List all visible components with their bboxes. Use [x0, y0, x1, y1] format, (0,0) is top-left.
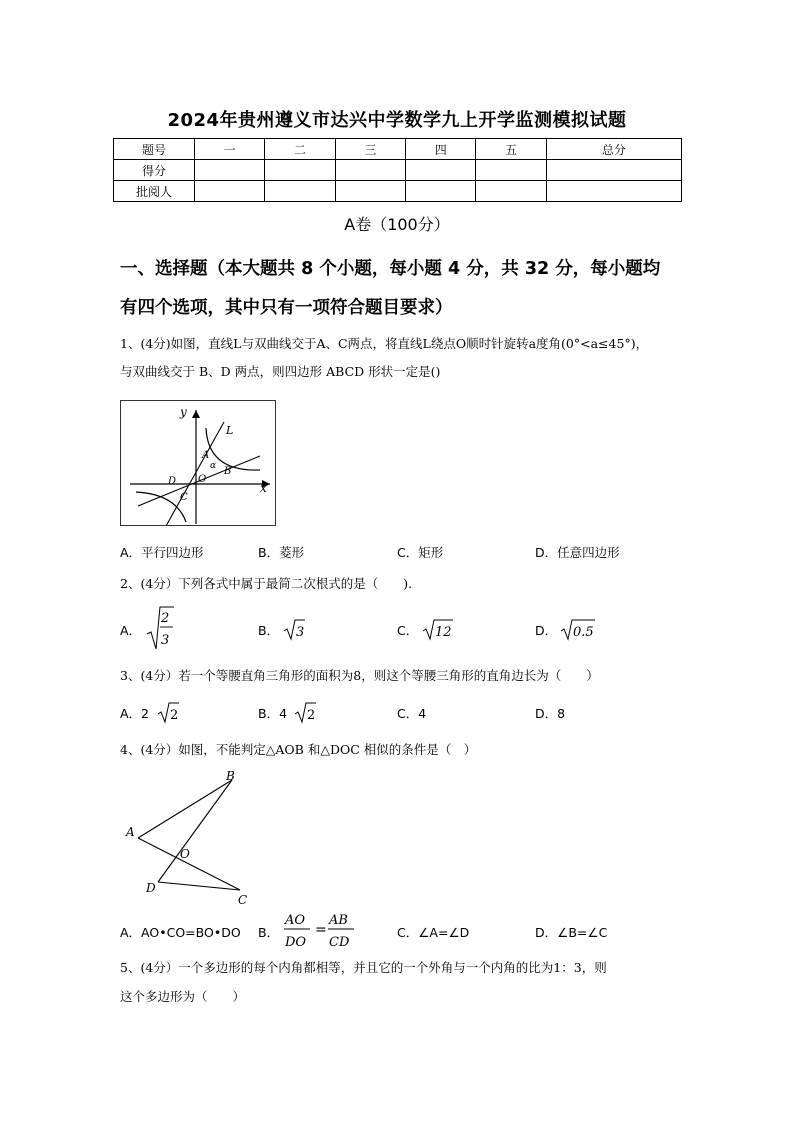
- table-cell: [265, 160, 335, 181]
- table-cell: [406, 181, 476, 202]
- section-a-heading: A卷（100分）: [344, 215, 450, 234]
- q4-text: 4、(4分）如图，不能判定△AOB 和△DOC 相似的条件是（ ）: [120, 742, 477, 757]
- table-cell: [546, 181, 681, 202]
- q4-option-a[interactable]: A．AO•CO=BO•DO: [120, 925, 241, 940]
- table-cell: 一: [195, 139, 265, 160]
- table-cell: 四: [406, 139, 476, 160]
- q5-text-line2: 这个多边形为（ ）: [120, 989, 246, 1004]
- q2-option-a[interactable]: [120, 621, 141, 639]
- q2-option-d-label: D．: [535, 623, 558, 638]
- q1-figure: [120, 400, 276, 526]
- q2-option-c-rad: 12: [435, 625, 452, 640]
- table-cell: 批阅人: [114, 181, 195, 202]
- table-cell: 五: [476, 139, 546, 160]
- q1-option-c[interactable]: C．矩形: [397, 545, 444, 560]
- q1-label-o: O: [198, 474, 207, 485]
- q1-label-y: y: [180, 405, 187, 419]
- table-row: [114, 139, 682, 160]
- q1-label-alpha: α: [210, 461, 217, 471]
- q5-text-line1: 5、(4分）一个多边形的每个内角都相等，并且它的一个外角与一个内角的比为1：3，则: [120, 960, 607, 975]
- q2-option-c-formula: [422, 617, 454, 641]
- q4-option-b-formula: [282, 908, 358, 950]
- q1-label-d: D: [168, 476, 177, 487]
- q4-label-o: O: [180, 847, 190, 861]
- q4-label-b: B: [226, 769, 235, 783]
- q4-option-b-label: B．: [258, 925, 280, 940]
- q3-option-c[interactable]: C．4: [397, 706, 427, 721]
- q2-option-d-formula: [560, 617, 596, 641]
- q1-option-a[interactable]: A．平行四边形: [120, 545, 204, 560]
- q1-label-c: C: [180, 492, 188, 503]
- q2-option-a-num: 2: [161, 611, 170, 626]
- q4-figure: [122, 766, 254, 908]
- table-cell: 二: [265, 139, 335, 160]
- section1-heading-line1: 一、选择题（本大题共 8 个小题，每小题 4 分，共 32 分，每小题均: [120, 259, 661, 279]
- q1-label-x: x: [260, 481, 267, 495]
- table-row: [114, 181, 682, 202]
- q4-label-a: A: [126, 825, 135, 839]
- table-cell: 题号: [114, 139, 195, 160]
- q2-option-a-label: A．: [120, 623, 142, 638]
- q2-option-b-rad: 3: [296, 625, 305, 640]
- q2-option-d-rad: 0.5: [573, 625, 594, 640]
- q3-option-b-rad: 2: [307, 708, 316, 723]
- table-cell: [335, 160, 405, 181]
- q1-label-a: A: [202, 450, 210, 461]
- q4-option-b-num2: AB: [329, 913, 348, 928]
- q4-option-c[interactable]: C．∠A=∠D: [397, 925, 470, 940]
- q2-option-c[interactable]: [397, 621, 418, 639]
- q3-option-b-label: B．4: [258, 706, 288, 721]
- q2-option-b[interactable]: [258, 621, 279, 639]
- q1-label-b: B: [224, 466, 232, 477]
- table-cell: [195, 181, 265, 202]
- table-cell: [476, 181, 546, 202]
- q4-label-d: D: [146, 881, 156, 895]
- q3-option-b-formula: [294, 700, 318, 724]
- score-table: [113, 138, 682, 202]
- q4-label-c: C: [238, 893, 248, 907]
- q3-option-a[interactable]: [120, 704, 149, 722]
- table-cell: [195, 160, 265, 181]
- q4-option-b-eq: =: [315, 922, 327, 938]
- q3-option-d[interactable]: D．8: [535, 706, 566, 721]
- exam-title: 2024年贵州遵义市达兴中学数学九上开学监测模拟试题: [167, 110, 627, 131]
- q1-text-line1: 1、(4分)如图，直线L与双曲线交于A、C两点，将直线L绕点O顺时针旋转a度角(0°<a≤45°)，: [120, 336, 649, 351]
- q4-option-b-den2: CD: [329, 935, 350, 950]
- q1-label-l: L: [226, 424, 234, 437]
- table-cell: 三: [335, 139, 405, 160]
- q4-option-b-num1: AO: [285, 913, 306, 928]
- table-cell: [265, 181, 335, 202]
- q4-option-b-den1: DO: [285, 935, 307, 950]
- q4-option-d[interactable]: D．∠B=∠C: [535, 925, 608, 940]
- q2-option-a-den: 3: [161, 633, 170, 648]
- q3-option-a-label: A．2: [120, 706, 150, 721]
- q2-option-d[interactable]: [535, 621, 557, 639]
- q4-option-b[interactable]: [258, 923, 279, 941]
- q1-option-b[interactable]: B．菱形: [258, 545, 305, 560]
- table-cell: [546, 160, 681, 181]
- q3-text: 3、(4分）若一个等腰直角三角形的面积为8，则这个等腰三角形的直角边长为（ ）: [120, 668, 599, 683]
- table-cell: [406, 160, 476, 181]
- table-cell: 总分: [546, 139, 681, 160]
- q2-option-b-label: B．: [258, 623, 280, 638]
- q1-text-line2: 与双曲线交于 B、D 两点，则四边形 ABCD 形状一定是(): [120, 364, 441, 379]
- table-cell: [335, 181, 405, 202]
- q2-option-a-formula: [145, 604, 175, 652]
- table-cell: [476, 160, 546, 181]
- q1-option-d[interactable]: D．任意四边形: [535, 545, 620, 560]
- table-cell: 得分: [114, 160, 195, 181]
- table-row: [114, 160, 682, 181]
- q2-option-c-label: C．: [397, 623, 419, 638]
- q3-option-a-formula: [157, 700, 181, 724]
- q2-text: 2、(4分）下列各式中属于最简二次根式的是（ ).: [120, 576, 413, 591]
- q2-option-b-formula: [283, 617, 307, 641]
- section1-heading-line2: 有四个选项，其中只有一项符合题目要求）: [120, 298, 453, 318]
- q3-option-b[interactable]: [258, 704, 287, 722]
- q3-option-a-rad: 2: [170, 708, 179, 723]
